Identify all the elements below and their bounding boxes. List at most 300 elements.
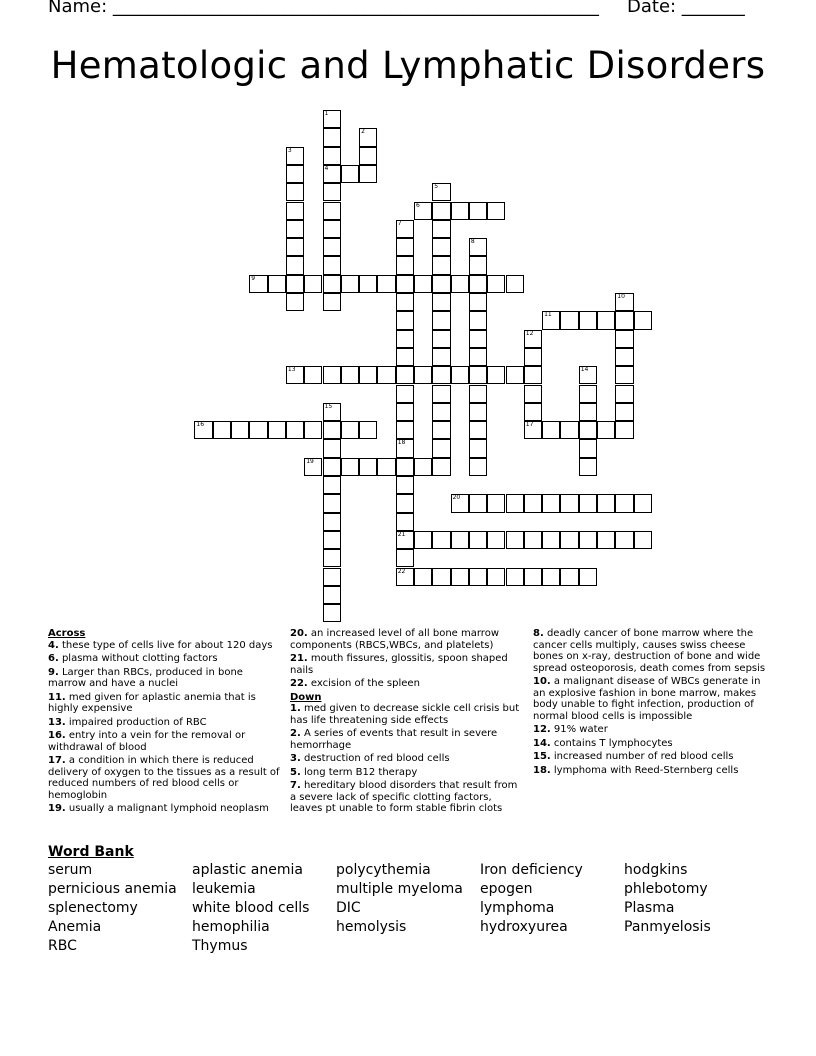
crossword-cell[interactable] xyxy=(432,275,450,293)
crossword-cell[interactable] xyxy=(359,458,377,476)
word-bank-item: hemolysis xyxy=(336,919,407,935)
crossword-cell[interactable] xyxy=(432,403,450,421)
clue-item xyxy=(290,753,522,765)
clue-text: 91% water xyxy=(553,724,608,735)
clue-number: 20 xyxy=(452,494,461,502)
crossword-cell[interactable] xyxy=(396,476,414,494)
crossword-cell[interactable] xyxy=(542,311,560,329)
clue-number-label: 6. xyxy=(48,653,59,664)
crossword-cell[interactable] xyxy=(432,531,450,549)
clue-text: destruction of red blood cells xyxy=(303,753,450,764)
clue-text: med given to decrease sickle cell crisis but has life threatening side effects xyxy=(290,703,520,726)
crossword-cell[interactable] xyxy=(213,421,231,439)
crossword-cell[interactable] xyxy=(323,183,341,201)
crossword-cell[interactable] xyxy=(432,366,450,384)
clue-text: mouth fissures, glossitis, spoon shaped nails xyxy=(290,653,508,676)
clues-column-2 xyxy=(290,628,522,817)
clue-text: entry into a vein for the removal or withdrawal of blood xyxy=(48,730,246,753)
crossword-cell[interactable] xyxy=(286,147,304,165)
clue-text: hereditary blood disorders that result from a severe lack of specific clotting factors, leaves pt unable to form stable fibrin clots xyxy=(290,780,518,814)
crossword-cell[interactable] xyxy=(304,275,322,293)
clue-number: 11 xyxy=(544,311,552,319)
word-bank-item: multiple myeloma xyxy=(336,881,463,897)
crossword-cell[interactable] xyxy=(323,165,341,183)
across-heading: Across xyxy=(48,628,86,639)
crossword-cell[interactable] xyxy=(432,238,450,256)
crossword-cell[interactable] xyxy=(560,494,578,512)
word-bank-item: hydroxyurea xyxy=(480,919,568,935)
clue-text: usually a malignant lymphoid neoplasm xyxy=(68,803,269,814)
crossword-cell[interactable] xyxy=(451,568,469,586)
crossword-cell[interactable] xyxy=(560,531,578,549)
down-clue-list-continued xyxy=(533,628,767,776)
clue-number: 18 xyxy=(397,439,406,447)
crossword-cell[interactable] xyxy=(469,293,487,311)
crossword-cell[interactable] xyxy=(323,293,341,311)
clue-item xyxy=(290,767,522,779)
crossword-cell[interactable] xyxy=(304,421,322,439)
word-bank-item: leukemia xyxy=(192,881,256,897)
crossword-cell[interactable] xyxy=(469,494,487,512)
crossword-cell[interactable] xyxy=(323,531,341,549)
clues-column-3 xyxy=(533,628,767,778)
clue-number-label: 4. xyxy=(48,639,59,651)
crossword-cell[interactable] xyxy=(396,421,414,439)
crossword-cell[interactable] xyxy=(377,366,395,384)
clue-item xyxy=(48,667,280,690)
clue-item xyxy=(48,803,280,815)
date-field: Date: _______ xyxy=(627,0,745,17)
crossword-cell[interactable] xyxy=(323,275,341,293)
clue-text: an increased level of all bone marrow components (RBCS,WBCs, and platelets) xyxy=(290,628,499,651)
crossword-cell[interactable] xyxy=(377,275,395,293)
crossword-cell[interactable] xyxy=(396,366,414,384)
crossword-cell[interactable] xyxy=(323,494,341,512)
crossword-cell[interactable] xyxy=(396,494,414,512)
crossword-cell[interactable] xyxy=(396,348,414,366)
crossword-cell[interactable] xyxy=(323,604,341,622)
word-bank xyxy=(48,862,768,962)
clue-item xyxy=(533,676,767,722)
clue-item xyxy=(533,738,767,750)
clue-number: 2 xyxy=(361,128,365,136)
crossword-cell[interactable] xyxy=(323,147,341,165)
crossword-cell[interactable] xyxy=(469,458,487,476)
crossword-cell[interactable] xyxy=(560,568,578,586)
word-bank-item: pernicious anemia xyxy=(48,881,177,897)
crossword-cell[interactable] xyxy=(341,421,359,439)
clue-number-label: 20. xyxy=(290,628,308,639)
crossword-cell[interactable] xyxy=(323,439,341,457)
crossword-cell[interactable] xyxy=(286,421,304,439)
word-bank-item: Panmyelosis xyxy=(624,919,711,935)
clue-text: excision of the spleen xyxy=(310,678,420,689)
clue-item xyxy=(48,653,280,665)
crossword-cell[interactable] xyxy=(396,403,414,421)
word-bank-item: serum xyxy=(48,862,93,878)
crossword-cell[interactable] xyxy=(341,458,359,476)
crossword-cell[interactable] xyxy=(579,531,597,549)
crossword-cell[interactable] xyxy=(506,568,524,586)
clue-number-label: 21. xyxy=(290,653,308,664)
crossword-cell[interactable] xyxy=(597,494,615,512)
crossword-cell[interactable] xyxy=(469,238,487,256)
crossword-cell[interactable] xyxy=(323,476,341,494)
crossword-cell[interactable] xyxy=(396,513,414,531)
clue-text: a condition in which there is reduced delivery of oxygen to the tissues as a result of reduced numbers of red blood cells or hemoglobin xyxy=(48,755,280,801)
crossword-cell[interactable] xyxy=(469,202,487,220)
clue-number: 8 xyxy=(470,238,475,246)
word-bank-item: DIC xyxy=(336,900,361,916)
crossword-cell[interactable] xyxy=(432,348,450,366)
clue-number-label: 18. xyxy=(533,764,551,776)
clue-item xyxy=(533,751,767,763)
clue-number-label: 7. xyxy=(290,780,301,791)
clue-text: lymphoma with Reed-Sternberg cells xyxy=(553,764,739,776)
clue-number: 6 xyxy=(416,201,420,209)
crossword-cell[interactable] xyxy=(615,366,633,384)
crossword-cell[interactable] xyxy=(615,385,633,403)
crossword-cell[interactable] xyxy=(396,549,414,567)
clue-number: 9 xyxy=(251,274,256,282)
crossword-cell[interactable] xyxy=(469,531,487,549)
crossword-cell[interactable] xyxy=(469,421,487,439)
crossword-cell[interactable] xyxy=(396,220,414,238)
crossword-cell[interactable] xyxy=(396,458,414,476)
clue-number: 7 xyxy=(397,219,402,227)
crossword-cell[interactable] xyxy=(323,128,341,146)
crossword-cell[interactable] xyxy=(323,110,341,128)
clue-number-label: 17. xyxy=(48,755,66,766)
clue-item xyxy=(290,780,522,815)
crossword-cell[interactable] xyxy=(359,421,377,439)
crossword-cell[interactable] xyxy=(524,330,542,348)
crossword-cell[interactable] xyxy=(432,385,450,403)
crossword-cell[interactable] xyxy=(304,458,322,476)
crossword-cell[interactable] xyxy=(469,348,487,366)
crossword-cell[interactable] xyxy=(194,421,212,439)
crossword-cell[interactable] xyxy=(396,311,414,329)
clue-number-label: 16. xyxy=(48,730,66,741)
clue-item xyxy=(290,678,522,690)
crossword-cell[interactable] xyxy=(323,202,341,220)
down-clue-list xyxy=(290,703,522,815)
crossword-cell[interactable] xyxy=(524,385,542,403)
crossword-cell[interactable] xyxy=(615,348,633,366)
word-bank-item: lymphoma xyxy=(480,900,555,916)
crossword-cell[interactable] xyxy=(451,275,469,293)
crossword-cell[interactable] xyxy=(432,293,450,311)
clue-number: 19 xyxy=(306,457,314,465)
clue-number: 4 xyxy=(324,164,329,172)
crossword-cell[interactable] xyxy=(323,403,341,421)
clue-item xyxy=(48,717,280,729)
crossword-cell[interactable] xyxy=(615,531,633,549)
crossword-cell[interactable] xyxy=(634,531,652,549)
crossword-cell[interactable] xyxy=(323,513,341,531)
crossword-cell[interactable] xyxy=(615,311,633,329)
word-bank-item: phlebotomy xyxy=(624,881,708,897)
word-bank-item: white blood cells xyxy=(192,900,310,916)
clue-text: these type of cells live for about 120 days xyxy=(61,639,273,651)
clue-item xyxy=(48,730,280,753)
clue-item xyxy=(48,640,280,652)
crossword-cell[interactable] xyxy=(396,568,414,586)
crossword-cell[interactable] xyxy=(359,165,377,183)
crossword-cell[interactable] xyxy=(396,439,414,457)
crossword-cell[interactable] xyxy=(414,531,432,549)
crossword-cell[interactable] xyxy=(506,275,524,293)
crossword-cell[interactable] xyxy=(396,531,414,549)
crossword-cell[interactable] xyxy=(432,330,450,348)
crossword-cell[interactable] xyxy=(469,311,487,329)
crossword-cell[interactable] xyxy=(432,220,450,238)
crossword-cell[interactable] xyxy=(323,220,341,238)
crossword-cell[interactable] xyxy=(579,403,597,421)
crossword-cell[interactable] xyxy=(396,330,414,348)
crossword-cell[interactable] xyxy=(524,421,542,439)
crossword-cell[interactable] xyxy=(469,275,487,293)
clue-item xyxy=(48,755,280,801)
crossword-cell[interactable] xyxy=(359,147,377,165)
crossword-cell[interactable] xyxy=(249,421,267,439)
crossword-cell[interactable] xyxy=(323,568,341,586)
crossword-cell[interactable] xyxy=(560,311,578,329)
crossword-cell[interactable] xyxy=(487,202,505,220)
crossword-cell[interactable] xyxy=(323,549,341,567)
word-bank-item: splenectomy xyxy=(48,900,138,916)
crossword-cell[interactable] xyxy=(579,458,597,476)
crossword-cell[interactable] xyxy=(469,403,487,421)
word-bank-item: polycythemia xyxy=(336,862,431,878)
crossword-cell[interactable] xyxy=(579,439,597,457)
crossword-cell[interactable] xyxy=(286,366,304,384)
crossword-cell[interactable] xyxy=(542,421,560,439)
crossword-cell[interactable] xyxy=(579,568,597,586)
crossword-cell[interactable] xyxy=(286,165,304,183)
crossword-cell[interactable] xyxy=(524,568,542,586)
clue-text: plasma without clotting factors xyxy=(61,653,218,664)
crossword-cell[interactable] xyxy=(414,202,432,220)
crossword-cell[interactable] xyxy=(451,202,469,220)
crossword-cell[interactable] xyxy=(524,494,542,512)
crossword-cell[interactable] xyxy=(432,202,450,220)
crossword-cell[interactable] xyxy=(231,421,249,439)
crossword-cell[interactable] xyxy=(432,183,450,201)
word-bank-item: Plasma xyxy=(624,900,675,916)
crossword-cell[interactable] xyxy=(579,311,597,329)
crossword-cell[interactable] xyxy=(432,439,450,457)
crossword-cell[interactable] xyxy=(506,494,524,512)
crossword-cell[interactable] xyxy=(323,366,341,384)
across-clue-list-continued xyxy=(290,628,522,690)
crossword-cell[interactable] xyxy=(414,568,432,586)
crossword-cell[interactable] xyxy=(341,275,359,293)
clue-text: deadly cancer of bone marrow where the cancer cells multiply, causes swiss cheese bones on x-ray, destruction of bone and wide spread osteoporosis, death comes from sepsis xyxy=(533,628,766,674)
crossword-cell[interactable] xyxy=(524,348,542,366)
crossword-cell[interactable] xyxy=(542,568,560,586)
clue-item xyxy=(48,692,280,715)
word-bank-item: Thymus xyxy=(192,938,248,954)
crossword-cell[interactable] xyxy=(323,256,341,274)
clue-text: impaired production of RBC xyxy=(68,716,207,728)
crossword-cell[interactable] xyxy=(469,385,487,403)
crossword-cell[interactable] xyxy=(487,568,505,586)
crossword-cell[interactable] xyxy=(615,494,633,512)
crossword-cell[interactable] xyxy=(377,458,395,476)
clue-number: 12 xyxy=(525,329,534,337)
clue-number-label: 12. xyxy=(533,724,551,735)
crossword-cell[interactable] xyxy=(579,385,597,403)
clue-number-label: 2. xyxy=(290,728,301,739)
clue-number-label: 14. xyxy=(533,737,551,749)
crossword-cell[interactable] xyxy=(286,293,304,311)
clue-number-label: 22. xyxy=(290,678,308,689)
clue-number-label: 10. xyxy=(533,676,551,687)
word-bank-item: hodgkins xyxy=(624,862,688,878)
word-bank-item: aplastic anemia xyxy=(192,862,303,878)
crossword-cell[interactable] xyxy=(414,366,432,384)
crossword-cell[interactable] xyxy=(579,366,597,384)
crossword-cell[interactable] xyxy=(414,275,432,293)
crossword-cell[interactable] xyxy=(451,366,469,384)
crossword-cell[interactable] xyxy=(359,128,377,146)
crossword-cell[interactable] xyxy=(432,568,450,586)
crossword-cell[interactable] xyxy=(396,385,414,403)
clue-number: 13 xyxy=(287,366,296,374)
clue-number-label: 9. xyxy=(48,666,59,678)
crossword-cell[interactable] xyxy=(341,165,359,183)
crossword-cell[interactable] xyxy=(432,421,450,439)
clue-text: med given for aplastic anemia that is highly expensive xyxy=(48,691,256,714)
crossword-cell[interactable] xyxy=(487,275,505,293)
crossword-cell[interactable] xyxy=(469,330,487,348)
name-field: Name: ______________________________________________________ xyxy=(48,0,599,17)
crossword-cell[interactable] xyxy=(506,366,524,384)
crossword-cell[interactable] xyxy=(451,531,469,549)
clue-number: 5 xyxy=(434,183,439,191)
clue-item xyxy=(290,703,522,726)
crossword-cell[interactable] xyxy=(323,458,341,476)
crossword-cell[interactable] xyxy=(615,421,633,439)
crossword-cell[interactable] xyxy=(469,568,487,586)
crossword-cell[interactable] xyxy=(432,256,450,274)
clue-number-label: 5. xyxy=(290,766,301,778)
crossword-cell[interactable] xyxy=(560,421,578,439)
crossword-cell[interactable] xyxy=(579,494,597,512)
clue-text: A series of events that result in severe hemorrhage xyxy=(290,728,498,751)
crossword-cell[interactable] xyxy=(597,311,615,329)
clue-text: Larger than RBCs, produced in bone marrow and have a nuclei xyxy=(48,666,243,689)
crossword-cell[interactable] xyxy=(469,256,487,274)
page-title: Hematologic and Lymphatic Disorders xyxy=(50,44,766,87)
crossword-cell[interactable] xyxy=(286,183,304,201)
crossword-cell[interactable] xyxy=(487,366,505,384)
crossword-cell[interactable] xyxy=(249,275,267,293)
crossword-cell[interactable] xyxy=(432,311,450,329)
crossword-cell[interactable] xyxy=(323,586,341,604)
crossword-cell[interactable] xyxy=(323,421,341,439)
crossword-cell[interactable] xyxy=(524,403,542,421)
crossword-cell[interactable] xyxy=(451,494,469,512)
clue-number-label: 15. xyxy=(533,751,551,762)
crossword-cell[interactable] xyxy=(432,458,450,476)
crossword-cell[interactable] xyxy=(359,275,377,293)
crossword-cell[interactable] xyxy=(396,275,414,293)
word-bank-item: hemophilia xyxy=(192,919,270,935)
clue-number-label: 1. xyxy=(290,703,301,714)
word-bank-item: Iron deficiency xyxy=(480,862,583,878)
crossword-cell[interactable] xyxy=(268,421,286,439)
clue-number: 16 xyxy=(196,421,205,429)
clue-number-label: 11. xyxy=(48,691,66,703)
crossword-cell[interactable] xyxy=(286,275,304,293)
crossword-cell[interactable] xyxy=(597,531,615,549)
crossword-cell[interactable] xyxy=(487,531,505,549)
word-bank-item: Anemia xyxy=(48,919,102,935)
crossword-cell[interactable] xyxy=(396,238,414,256)
crossword-cell[interactable] xyxy=(506,531,524,549)
across-clue-list xyxy=(48,640,280,815)
clue-text: long term B12 therapy xyxy=(303,766,418,778)
clue-item xyxy=(290,653,522,676)
crossword-cell[interactable] xyxy=(341,366,359,384)
clue-number: 3 xyxy=(287,146,292,154)
clue-item xyxy=(533,765,767,777)
crossword-cell[interactable] xyxy=(597,421,615,439)
crossword-cell[interactable] xyxy=(359,366,377,384)
crossword-cell[interactable] xyxy=(286,202,304,220)
clue-item xyxy=(290,628,522,651)
word-bank-title: Word Bank xyxy=(48,844,134,860)
clue-text: contains T lymphocytes xyxy=(553,737,673,749)
crossword-cell[interactable] xyxy=(469,366,487,384)
crossword-cell[interactable] xyxy=(487,494,505,512)
clue-number-label: 8. xyxy=(533,628,544,639)
crossword-cell[interactable] xyxy=(615,293,633,311)
crossword-cell[interactable] xyxy=(396,293,414,311)
clue-number: 10 xyxy=(617,293,625,300)
crossword-cell[interactable] xyxy=(268,275,286,293)
clue-number-label: 13. xyxy=(48,716,66,728)
clue-number: 1 xyxy=(324,110,329,117)
crossword-cell[interactable] xyxy=(524,366,542,384)
crossword-cell[interactable] xyxy=(615,403,633,421)
crossword-cell[interactable] xyxy=(286,256,304,274)
clue-number: 21 xyxy=(397,530,406,538)
crossword-cell[interactable] xyxy=(286,238,304,256)
crossword-cell[interactable] xyxy=(615,330,633,348)
crossword-cell[interactable] xyxy=(579,421,597,439)
clue-number: 14 xyxy=(580,366,589,374)
crossword-cell[interactable] xyxy=(634,311,652,329)
clue-number: 17 xyxy=(525,421,534,429)
crossword-cell[interactable] xyxy=(414,458,432,476)
clue-text: increased number of red blood cells xyxy=(553,751,734,762)
crossword-cell[interactable] xyxy=(542,531,560,549)
clue-item xyxy=(290,728,522,751)
crossword-cell[interactable] xyxy=(524,531,542,549)
crossword-cell[interactable] xyxy=(469,439,487,457)
crossword-cell[interactable] xyxy=(304,366,322,384)
crossword-cell[interactable] xyxy=(323,238,341,256)
crossword-cell[interactable] xyxy=(542,494,560,512)
crossword-cell[interactable] xyxy=(396,256,414,274)
clue-number-label: 19. xyxy=(48,803,66,814)
crossword-cell[interactable] xyxy=(286,220,304,238)
crossword-cell[interactable] xyxy=(634,494,652,512)
clue-text: a malignant disease of WBCs generate in an explosive fashion in bone marrow, makes body unable to fight infection, production of normal blood cells is impossible xyxy=(533,676,761,722)
